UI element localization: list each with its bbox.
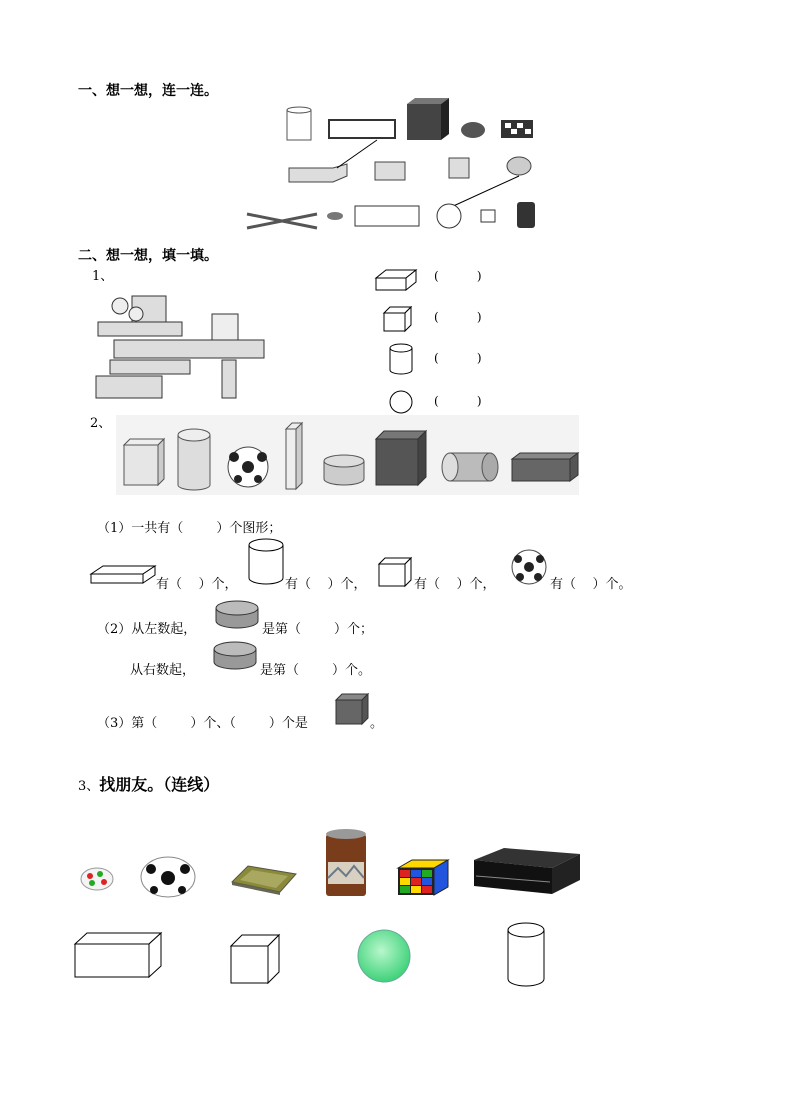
tea-can-icon[interactable]: [324, 828, 368, 898]
q2-shapes-row: [116, 415, 579, 495]
cuboid-icon: [375, 268, 419, 292]
long-box-icon: [355, 206, 419, 226]
q2-s2b-post[interactable]: 是第（ ）个。: [260, 663, 372, 678]
cookie-box-icon[interactable]: [230, 860, 298, 896]
dice-icon: [481, 210, 495, 222]
q2-s3-pre[interactable]: （3）第（ ）个、（ ）个是: [97, 716, 308, 731]
q1-cuboid-blank[interactable]: ( ): [434, 269, 482, 283]
rubik-cube-icon: [501, 120, 533, 138]
egg-icon: [507, 157, 531, 175]
friend-sphere-shape[interactable]: [356, 928, 412, 984]
count-soccer-ball-icon: [509, 549, 549, 585]
q2-s2a-pre: （2）从左数起，: [97, 622, 197, 637]
flat-cylinder-icon-a: [214, 599, 260, 631]
section3-number: 3、: [78, 779, 100, 794]
shape-5-flat-cylinder: [324, 455, 364, 485]
section1-matching-picture: [237, 98, 550, 238]
can-icon: [517, 202, 535, 228]
section1-title: 一、想一想，连一连。: [78, 83, 218, 99]
count-cube-icon: [378, 557, 412, 587]
match-line-1: [337, 140, 377, 168]
count-cube-text[interactable]: 有（ ）个，: [414, 577, 496, 592]
ball-icon: [461, 122, 485, 138]
q2-label: 2、: [90, 416, 112, 431]
sphere-outline-icon: [389, 390, 413, 414]
q2-s3-post: 。: [370, 716, 384, 731]
q2-s2b-pre: 从右数起，: [130, 663, 196, 678]
q1-sphere-blank[interactable]: ( ): [434, 394, 482, 408]
shape-1-cube: [124, 439, 164, 485]
q2-s2a-post[interactable]: 是第（ ）个；: [262, 622, 374, 637]
q2-s1-text: （1）一共有（ ）个图形；: [97, 521, 282, 536]
soccer-ball-icon: [437, 204, 461, 228]
count-cylinder-icon: [248, 538, 284, 586]
shape-7-lying-cylinder: [442, 453, 498, 481]
shape-4-tall-cuboid: [286, 423, 302, 489]
cube-icon: [383, 306, 413, 332]
shoe-box-icon[interactable]: [472, 846, 582, 896]
glass-icon: [287, 107, 311, 140]
count-cylinder-text[interactable]: 有（ ）个，: [285, 577, 367, 592]
coin-icon: [327, 212, 343, 220]
friend-cube-shape[interactable]: [230, 934, 280, 984]
shape-2-cylinder: [178, 429, 210, 490]
soccer-ball-photo-icon[interactable]: [140, 856, 196, 898]
count-cuboid-text[interactable]: 有（ ）个，: [156, 577, 238, 592]
shape-8-dark-cuboid: [512, 453, 578, 481]
ball-toy-icon[interactable]: [80, 866, 114, 892]
block-structure-picture: [92, 290, 264, 405]
small-block-icon: [375, 162, 405, 180]
count-cuboid-icon: [90, 565, 156, 585]
section2-title: 二、想一想，填一填。: [78, 248, 218, 264]
q1-cube-blank[interactable]: ( ): [434, 310, 482, 324]
section3-title: 找朋友。（连线）: [99, 775, 220, 794]
friend-cuboid-shape[interactable]: [74, 932, 162, 978]
cylinder-icon: [389, 343, 413, 375]
friend-cylinder-shape[interactable]: [506, 922, 546, 988]
shape-6-dark-cube: [376, 431, 426, 485]
section3-heading: [78, 772, 219, 795]
shape-3-ball: [228, 447, 268, 487]
count-ball-text[interactable]: 有（ ）个。: [550, 577, 632, 592]
match-line-2: [449, 176, 519, 208]
small-cylinder-icon: [449, 158, 469, 178]
section1-objects-illustration: [237, 98, 550, 238]
q1-label: 1、: [92, 269, 114, 284]
biscuit-box-icon: [329, 120, 395, 138]
rubik-cube-photo-icon[interactable]: [398, 860, 448, 896]
dark-cube-icon-small: [335, 693, 369, 725]
q1-cylinder-blank[interactable]: ( ): [434, 351, 482, 365]
dark-cube-icon: [407, 98, 449, 140]
flat-cylinder-icon-b: [212, 640, 258, 672]
